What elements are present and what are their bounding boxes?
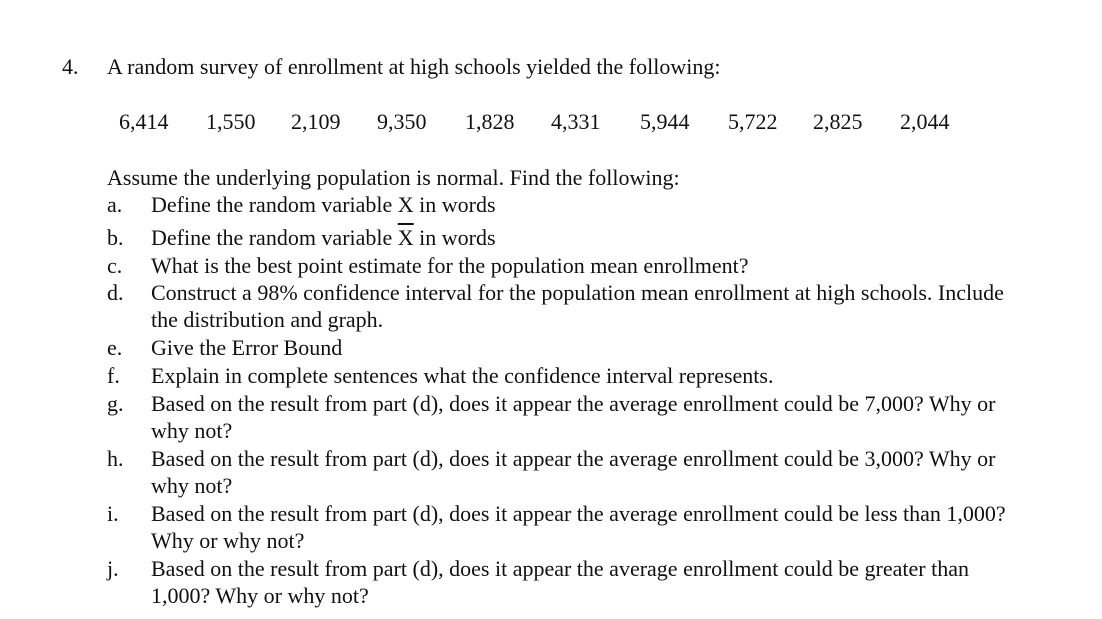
part-letter: i.: [107, 501, 119, 526]
question-stem: A random survey of enrollment at high schools yielded the following:: [107, 54, 721, 79]
data-value: 5,722: [728, 109, 778, 134]
part-text-before: Define the random variable: [151, 225, 398, 250]
data-value: 4,331: [551, 109, 601, 134]
data-value: 1,828: [465, 109, 515, 134]
part-letter: d.: [107, 280, 124, 305]
part-text: Explain in complete sentences what the confidence interval represents.: [151, 363, 774, 388]
part-letter: e.: [107, 335, 123, 360]
part-letter: j.: [107, 556, 119, 581]
part-letter: g.: [107, 391, 124, 416]
data-value: 5,944: [640, 109, 690, 134]
part-text: Based on the result from part (d), does it appear the average enrollment could be 3,000? Why or why not?: [151, 446, 996, 498]
part-letter: b.: [107, 225, 124, 250]
data-values-row: [0, 108, 1102, 136]
part-text: [151, 224, 1031, 251]
data-value: 1,550: [206, 109, 256, 134]
part-letter: f.: [107, 363, 120, 388]
part-letter: h.: [107, 446, 124, 471]
part-letter: a.: [107, 192, 123, 217]
part-text: Based on the result from part (d), does it appear the average enrollment could be 7,000? Why or why not?: [151, 391, 996, 443]
x-bar-symbol: $\overline{X}$: [397, 225, 414, 250]
part-text: Give the Error Bound: [151, 335, 343, 360]
data-value: 9,350: [377, 109, 427, 134]
data-value: 2,044: [900, 109, 950, 134]
instructions-text: Assume the underlying population is normal. Find the following:: [107, 165, 680, 190]
data-value: 6,414: [119, 109, 169, 134]
part-letter: c.: [107, 253, 123, 278]
part-text: Based on the result from part (d), does it appear the average enrollment could be greater than 1,000? Why or why not?: [151, 556, 969, 608]
part-text-after: in words: [413, 225, 496, 250]
part-text: Define the random variable X in words: [151, 192, 496, 217]
part-text: What is the best point estimate for the population mean enrollment?: [151, 253, 749, 278]
question-number: 4.: [62, 54, 79, 79]
part-text: Construct a 98% confidence interval for the population mean enrollment at high schools. Include the distribution and graph.: [151, 280, 1004, 332]
part-text: Based on the result from part (d), does it appear the average enrollment could be less than 1,000? Why or why not?: [151, 501, 1006, 553]
data-value: 2,109: [291, 109, 341, 134]
data-value: 2,825: [813, 109, 863, 134]
